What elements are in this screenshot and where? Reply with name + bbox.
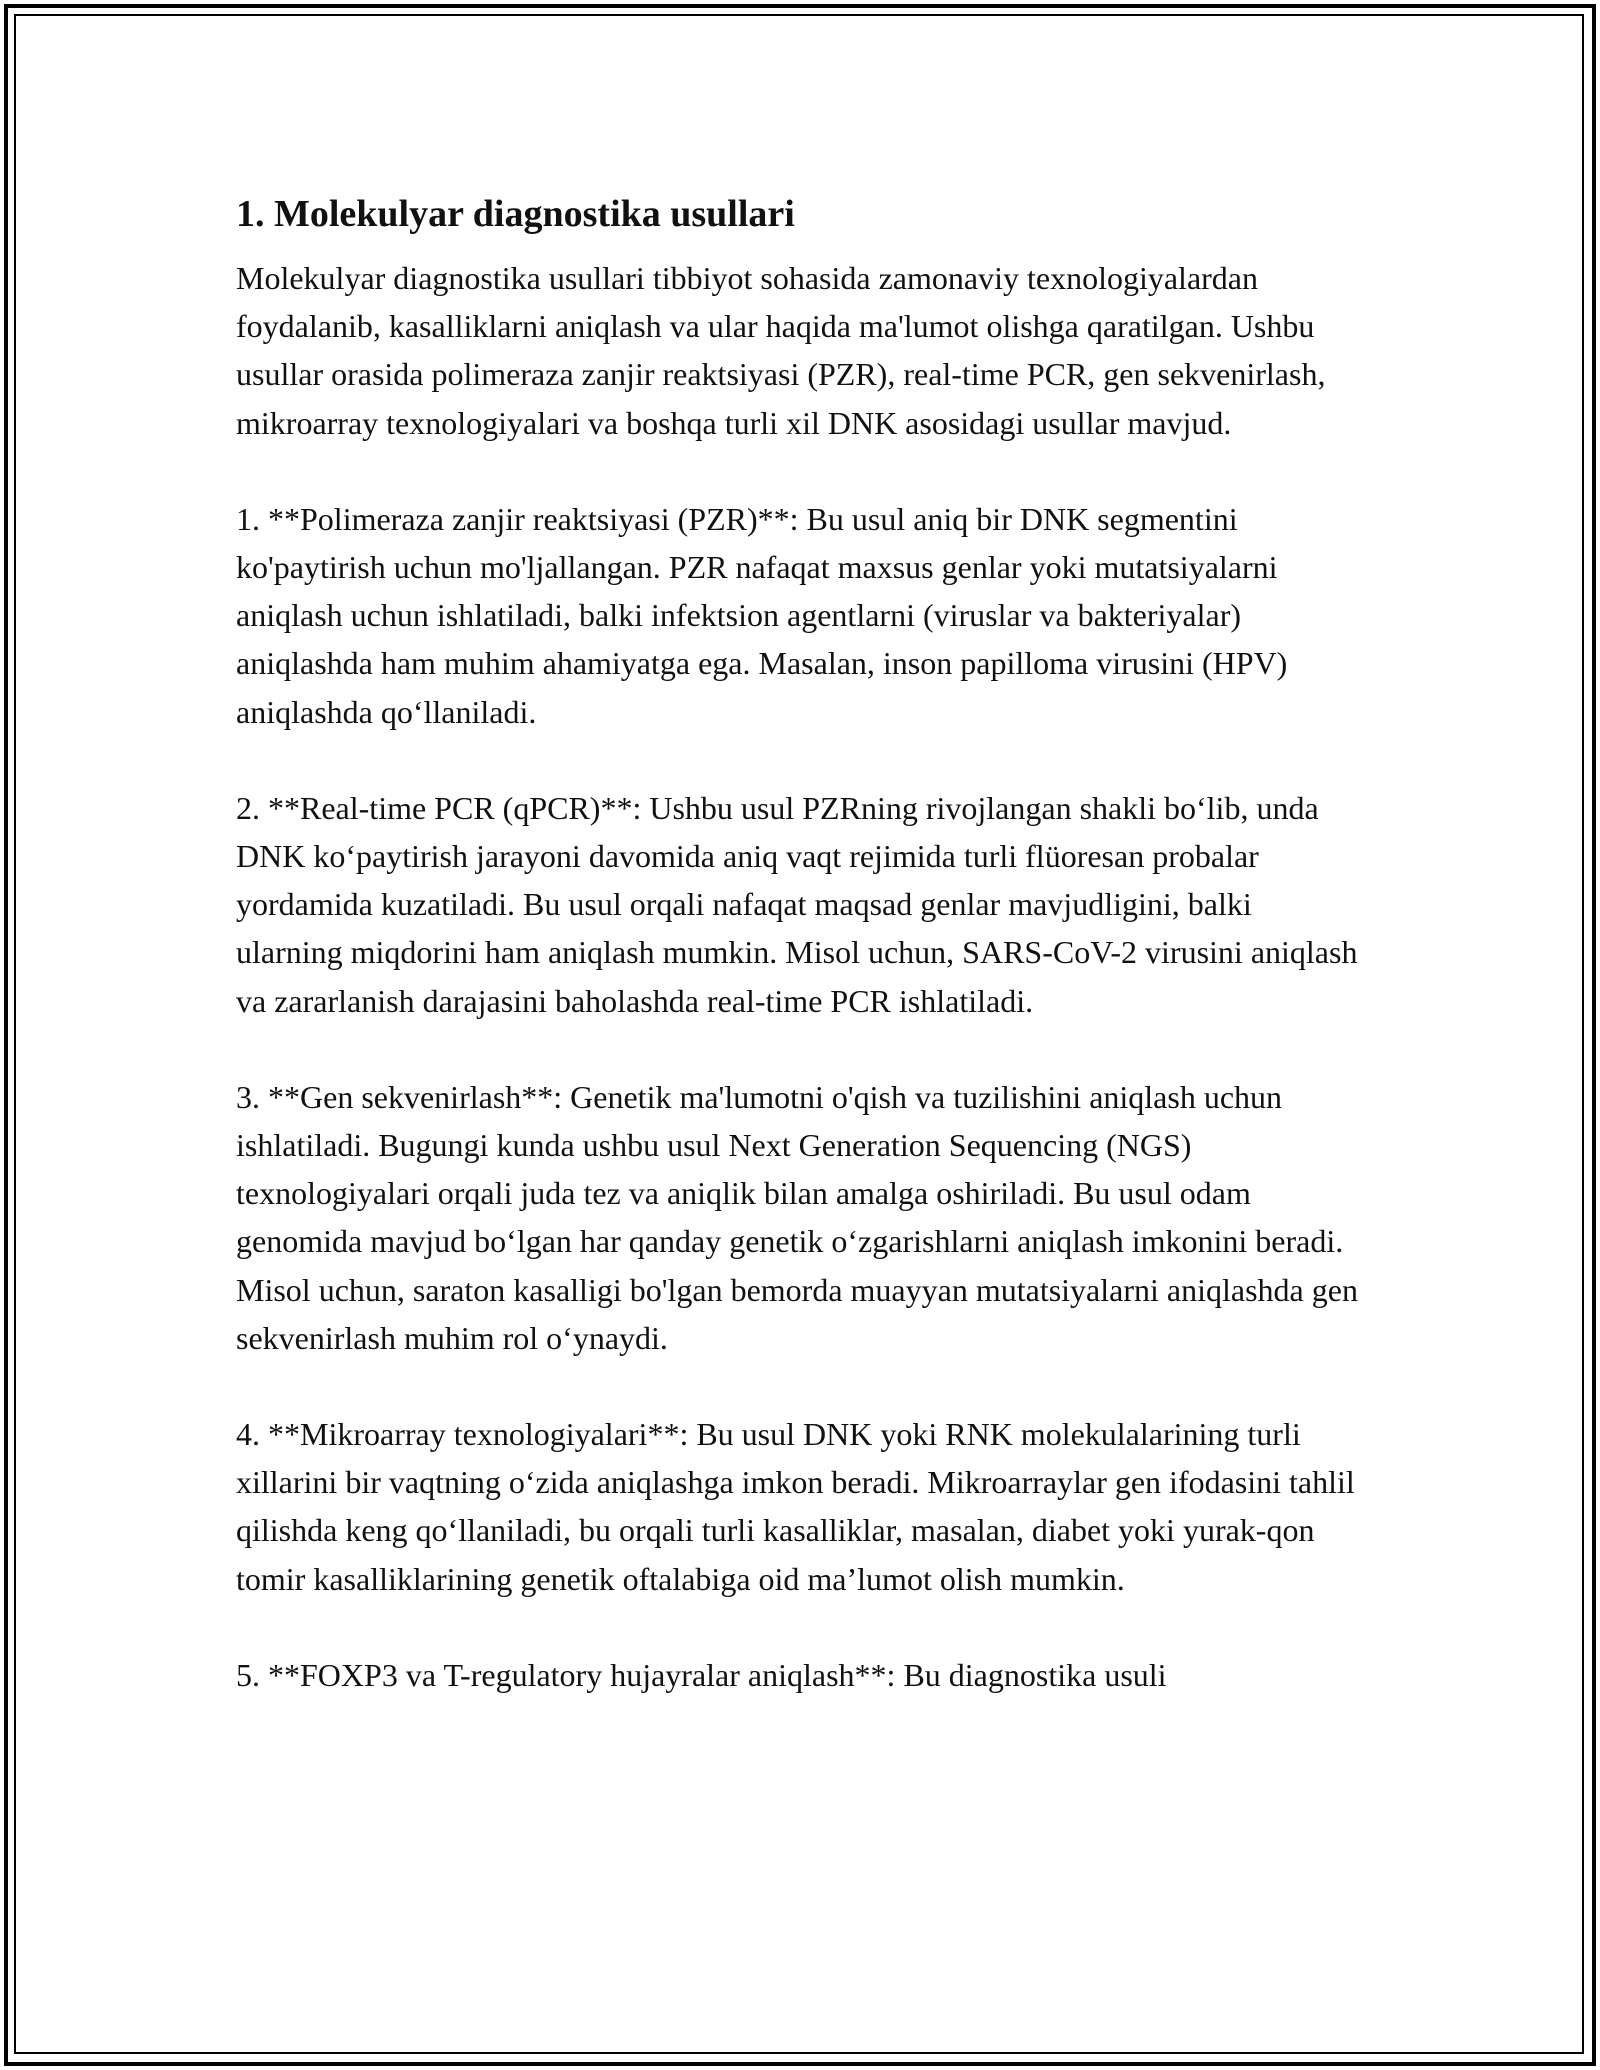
paragraph-real-time-pcr: 2. **Real-time PCR (qPCR)**: Ushbu usul PZRning rivojlangan shakli bo‘lib, unda DNK ko‘paytirish jarayoni davomida aniq vaqt rejimida turli flüoresan probalar yordamida kuzatiladi. Bu usul orqali nafaqat maqsad genlar mavjudligini, balki ularning miqdorini ham aniqlash mumkin. Misol uchun, SARS-CoV-2 virusini aniqlash va zararlanish darajasini baholashda real-time PCR ishlatiladi. [236,789,1358,1019]
document-body [236,190,1366,1747]
paragraph-mikroarray: 4. **Mikroarray texnologiyalari**: Bu usul DNK yoki RNK molekulalarining turli xillarini bir vaqtning o‘zida aniqlashga imkon beradi. Mikroarraylar gen ifodasini tahlil qilishda keng qo‘llaniladi, bu orqali turli kasalliklar, masalan, diabet yoki yurak-qon tomir kasalliklarining genetik oftalabiga oid ma’lumot olish mumkin. [236,1416,1355,1597]
page-title: 1. Molekulyar diagnostika usullari [236,193,795,235]
paragraph-gen-sekvenirlash: 3. **Gen sekvenirlash**: Genetik ma'lumotni o'qish va tuzilishini aniqlash uchun ishlatiladi. Bugungi kunda ushbu usul Next Generation Sequencing (NGS) texnologiyalari orqali juda tez va aniqlik bilan amalga oshiriladi. Bu usul odam genomida mavjud bo‘lgan har qanday genetik o‘zgarishlarni aniqlash imkonini beradi. Misol uchun, saraton kasalligi bo'lgan bemorda muayyan mutatsiyalarni aniqlashda gen sekvenirlash muhim rol o‘ynaydi. [236,1078,1358,1356]
paragraph-foxp3: 5. **FOXP3 va T-regulatory hujayralar aniqlash**: Bu diagnostika usuli [236,1656,1167,1693]
paragraph-pzr: 1. **Polimeraza zanjir reaktsiyasi (PZR)**: Bu usul aniq bir DNK segmentini ko'paytirish uchun mo'ljallangan. PZR nafaqat maxsus genlar yoki mutatsiyalarni aniqlash uchun ishlatiladi, balki infektsion agentlarni (viruslar va bakteriyalar) aniqlashda ham muhim ahamiyatga ega. Masalan, inson papilloma virusini (HPV) aniqlashda qo‘llaniladi. [236,500,1288,730]
intro-paragraph: Molekulyar diagnostika usullari tibbiyot sohasida zamonaviy texnologiyalardan foydalanib, kasalliklarni aniqlash va ular haqida ma'lumot olishga qaratilgan. Ushbu usullar orasida polimeraza zanjir reaktsiyasi (PZR), real-time PCR, gen sekvenirlash, mikroarray texnologiyalari va boshqa turli xil DNK asosidagi usullar mavjud. [236,260,1326,441]
